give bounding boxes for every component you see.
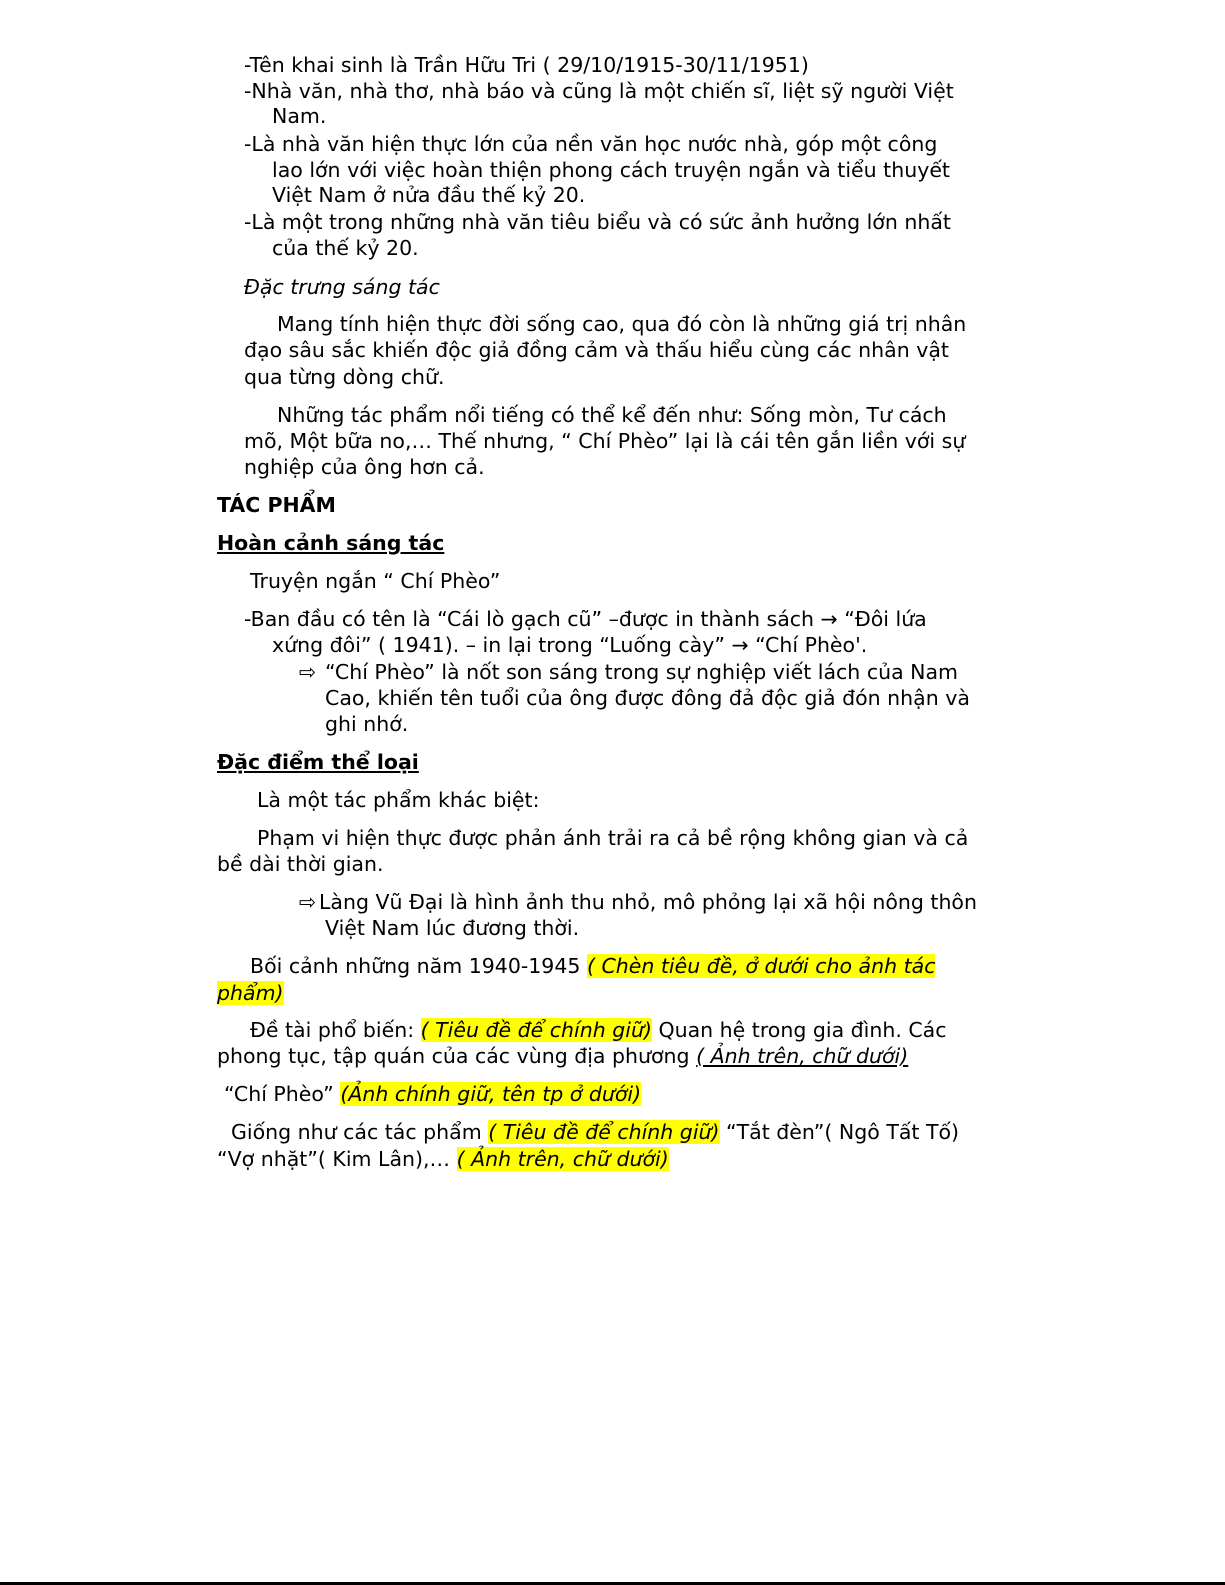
- village-line: Làng Vũ Đại là hình ảnh thu nhỏ, mô phỏng lại xã hội nông thôn: [319, 890, 977, 914]
- village-arrow-icon: ⇨: [299, 890, 317, 914]
- topic-text: Đề tài phổ biến:: [250, 1018, 421, 1042]
- genre-intro: Là một tác phẩm khác biệt:: [257, 788, 540, 812]
- genre-heading: Đặc điểm thể loại: [217, 750, 419, 774]
- genre-scope-line: Phạm vi hiện thực được phản ánh trải ra cả bề rộng không gian và cả: [257, 826, 969, 850]
- conclusion-line: “Chí Phèo” là nốt son sáng trong sự nghiệp viết lách của Nam: [325, 660, 959, 684]
- style-paragraph-2-cont2: nghiệp của ông hơn cả.: [244, 455, 485, 479]
- similar-text: Giống như các tác phẩm: [231, 1120, 489, 1144]
- background-note: ( Chèn tiêu đề, ở dưới cho ảnh tác: [586, 954, 936, 978]
- topic-note: ( Tiêu đề để chính giữ): [420, 1018, 652, 1042]
- style-paragraph-1-cont: đạo sâu sắc khiến độc giả đồng cảm và thấu hiểu cùng các nhân vật: [244, 338, 949, 362]
- author-realism-line-cont: lao lớn với việc hoàn thiện phong cách truyện ngắn và tiểu thuyết: [272, 158, 950, 182]
- author-role-line-cont: Nam.: [272, 104, 327, 128]
- author-role-line: -Nhà văn, nhà thơ, nhà báo và cũng là một chiến sĩ, liệt sỹ người Việt: [244, 79, 954, 103]
- style-paragraph-2: Những tác phẩm nổi tiếng có thể kể đến như: Sống mòn, Tư cách: [277, 403, 947, 427]
- story-line: Truyện ngắn “ Chí Phèo”: [250, 569, 501, 593]
- author-birth-line: -Tên khai sinh là Trần Hữu Tri ( 29/10/1915-30/11/1951): [244, 53, 809, 77]
- similar-note: ( Tiêu đề để chính giữ): [488, 1120, 720, 1144]
- author-realism-line: -Là nhà văn hiện thực lớn của nền văn học nước nhà, góp một công: [244, 132, 938, 156]
- similar-rest: “Tắt đèn”( Ngô Tất Tố): [719, 1120, 960, 1144]
- style-paragraph-1-cont2: qua từng dòng chữ.: [244, 365, 445, 389]
- style-paragraph-2-cont: mõ, Một bữa no,… Thế nhưng, “ Chí Phèo” lại là cái tên gắn liền với sự: [244, 429, 966, 453]
- publication-line: -Ban đầu có tên là “Cái lò gạch cũ” –được in thành sách → “Đôi lứa: [244, 607, 927, 631]
- publication-line-cont: xứng đôi” ( 1941). – in lại trong “Luống cày” → “Chí Phèo'.: [272, 633, 868, 657]
- background-line-cont: [217, 980, 284, 1006]
- conclusion-line-cont2: ghi nhớ.: [325, 712, 409, 736]
- author-influence-line-cont: của thế kỷ 20.: [272, 236, 419, 260]
- topic-rest: Quan hệ trong gia đình. Các: [651, 1018, 947, 1042]
- conclusion-arrow-icon: ⇨: [299, 660, 317, 684]
- conclusion-line-cont: Cao, khiến tên tuổi của ông được đông đả độc giả đón nhận và: [325, 686, 970, 710]
- topic-note-2: ( Ảnh trên, chữ dưới): [696, 1044, 909, 1068]
- similar-note-2: ( Ảnh trên, chữ dưới): [456, 1147, 669, 1171]
- similar-text-2: “Vợ nhặt”( Kim Lân),…: [217, 1147, 457, 1171]
- style-heading: Đặc trưng sáng tác: [244, 275, 440, 299]
- chipheo-text: “Chí Phèo”: [224, 1082, 341, 1106]
- chipheo-note: (Ảnh chính giữ, tên tp ở dưới): [340, 1082, 642, 1106]
- topic-text-2: phong tục, tập quán của các vùng địa phương: [217, 1044, 697, 1068]
- similar-line: [231, 1119, 959, 1145]
- background-text: Bối cảnh những năm 1940-1945: [250, 954, 587, 978]
- topic-line-cont: [217, 1043, 908, 1069]
- style-paragraph-1: Mang tính hiện thực đời sống cao, qua đó còn là những giá trị nhân: [277, 312, 967, 336]
- author-influence-line: -Là một trong những nhà văn tiêu biểu và có sức ảnh hưởng lớn nhất: [244, 210, 951, 234]
- background-line: [250, 953, 935, 979]
- background-note-cont: phẩm): [217, 981, 284, 1005]
- similar-line-cont: [217, 1146, 669, 1172]
- chipheo-line: [224, 1081, 641, 1107]
- context-heading: Hoàn cảnh sáng tác: [217, 531, 445, 555]
- author-realism-line-cont2: Việt Nam ở nửa đầu thế kỷ 20.: [272, 183, 586, 207]
- work-title: TÁC PHẨM: [217, 493, 336, 517]
- genre-scope-line-cont: bề dài thời gian.: [217, 852, 384, 876]
- topic-line: [250, 1017, 947, 1043]
- village-line-cont: Việt Nam lúc đương thời.: [325, 916, 580, 940]
